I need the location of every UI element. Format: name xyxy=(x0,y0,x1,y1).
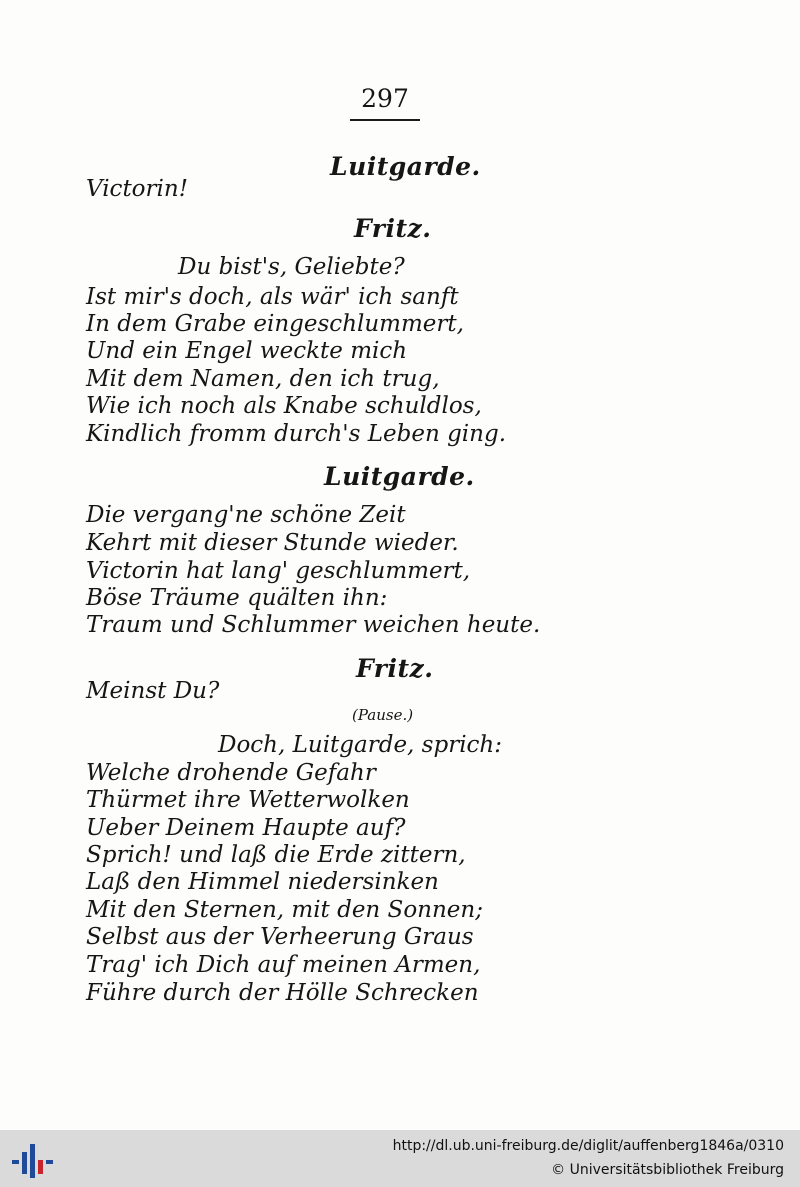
verse-line: Böse Träume quälten ihn: xyxy=(86,585,388,611)
verse-line: Wie ich noch als Knabe schuldlos, xyxy=(86,393,482,419)
verse-line: Führe durch der Hölle Schrecken xyxy=(86,980,479,1006)
verse-line: Meinst Du? xyxy=(86,678,220,704)
verse-line: Und ein Engel weckte mich xyxy=(86,338,408,364)
verse-line: Thürmet ihre Wetterwolken xyxy=(86,787,410,813)
viewer-footer xyxy=(0,1130,800,1187)
verse-line: Mit dem Namen, den ich trug, xyxy=(86,366,440,392)
verse-line: Ist mir's doch, als wär' ich sanft xyxy=(86,284,459,310)
verse-line: Selbst aus der Verheerung Graus xyxy=(86,924,474,950)
speaker-luitgarde-1: Luitgarde. xyxy=(330,152,481,181)
page-number: 297 xyxy=(361,84,409,113)
verse-line: Doch, Luitgarde, sprich: xyxy=(218,732,502,758)
verse-line: Die vergang'ne schöne Zeit xyxy=(86,502,406,528)
speaker-fritz-2: Fritz. xyxy=(356,654,434,683)
speaker-fritz-1: Fritz. xyxy=(354,214,432,243)
verse-line: Kehrt mit dieser Stunde wieder. xyxy=(86,530,459,556)
verse-line: Kindlich fromm durch's Leben ging. xyxy=(86,421,507,447)
verse-line: Trag' ich Dich auf meinen Armen, xyxy=(86,952,481,978)
source-url[interactable]: http://dl.ub.uni-freiburg.de/diglit/auffenberg1846a/0310 xyxy=(392,1138,784,1154)
stage-direction: (Pause.) xyxy=(352,706,414,724)
verse-line: Victorin hat lang' geschlummert, xyxy=(86,558,471,584)
ub-freiburg-logo-icon[interactable] xyxy=(10,1138,54,1180)
verse-line: Traum und Schlummer weichen heute. xyxy=(86,612,541,638)
verse-line: Sprich! und laß die Erde zittern, xyxy=(86,842,466,868)
page-number-rule xyxy=(350,119,420,121)
copyright-notice: © Universitätsbibliothek Freiburg xyxy=(551,1162,784,1178)
verse-line: Ueber Deinem Haupte auf? xyxy=(86,815,406,841)
verse-line: Du bist's, Geliebte? xyxy=(178,254,405,280)
verse-line: Laß den Himmel niedersinken xyxy=(86,869,439,895)
verse-line: Mit den Sternen, mit den Sonnen; xyxy=(86,897,483,923)
verse-line: In dem Grabe eingeschlummert, xyxy=(86,311,464,337)
speaker-luitgarde-2: Luitgarde. xyxy=(324,462,475,491)
verse-line: Welche drohende Gefahr xyxy=(86,760,376,786)
verse-line: Victorin! xyxy=(86,176,188,202)
